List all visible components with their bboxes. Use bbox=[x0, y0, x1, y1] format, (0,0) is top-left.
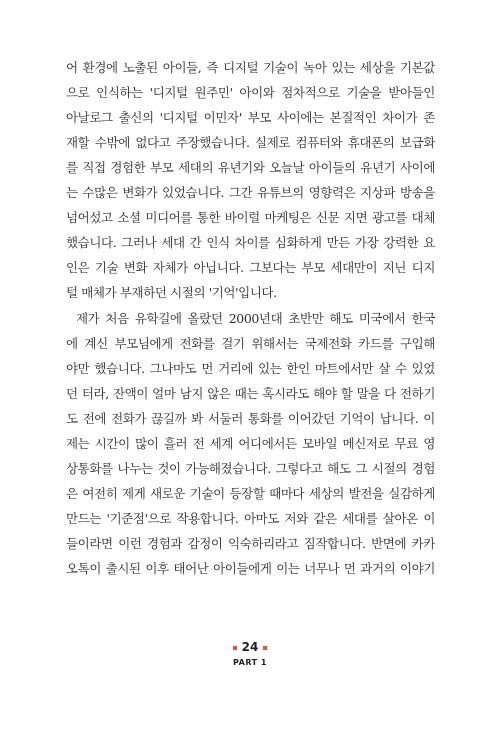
text-line: 은 여전히 제게 새로운 기술이 등장할 때마다 세상의 발전을 실감하게 bbox=[66, 486, 435, 501]
text-line: 아날로그 출신의 '디지털 이민자' 부모 사이에는 본질적인 차이가 존 bbox=[66, 110, 435, 125]
text-line: 에 계신 부모님에게 전화를 걸기 위해서는 국제전화 카드를 구입해 bbox=[66, 336, 435, 351]
right-dot-icon bbox=[263, 646, 267, 650]
text-line: 들이라면 이런 경험과 감정이 익숙하리라고 짐작합니다. 반면에 카카 bbox=[66, 536, 435, 551]
page-number-text: 24 bbox=[241, 640, 259, 654]
text-line: 만드는 '기준점'으로 작용합니다. 아마도 저와 같은 세대를 살아온 이 bbox=[66, 511, 435, 526]
text-line: 도 전에 전화가 끊길까 봐 서둘러 통화를 이어갔던 기억이 납니다. 이 bbox=[66, 411, 435, 426]
text-line: 던 터라, 잔액이 얼마 남지 않은 때는 혹시라도 해야 할 말을 다 전하기 bbox=[66, 386, 435, 401]
paragraph-first-line: 제가 처음 유학길에 올랐던 2000년대 초반만 해도 미국에서 한국 bbox=[76, 311, 435, 326]
text-line: 했습니다. 그러나 세대 간 인식 차이를 심화하게 만든 가장 강력한 요 bbox=[66, 235, 435, 250]
text-line: 를 직접 경험한 부모 세대의 유년기와 오늘날 아이들의 유년기 사이에 bbox=[66, 160, 435, 175]
text-line: 야만 했습니다. 그나마도 먼 거리에 있는 한인 마트에서만 살 수 있었 bbox=[66, 361, 435, 376]
text-line: 털 매체가 부재하던 시절의 '기억'입니다. bbox=[66, 285, 277, 300]
left-dot-icon bbox=[233, 646, 237, 650]
text-line: 재할 수밖에 없다고 주장했습니다. 실제로 컴퓨터와 휴대폰의 보급화 bbox=[66, 135, 435, 150]
text-line: 으로 인식하는 '디지털 원주민' 아이와 점차적으로 기술을 받아들인 bbox=[66, 85, 435, 100]
text-line: 제는 시간이 많이 흘러 전 세계 어디에서든 모바일 메신저로 무료 영 bbox=[66, 436, 435, 451]
part-label: PART 1 bbox=[233, 658, 267, 667]
text-line: 어 환경에 노출된 아이들, 즉 디지털 기술이 녹아 있는 세상을 기본값 bbox=[66, 60, 435, 75]
text-line: 오톡이 출시된 이후 태어난 아이들에게 이는 너무나 먼 과거의 이야기 bbox=[66, 561, 435, 576]
text-line: 는 수많은 변화가 있었습니다. 그간 유튜브의 영향력은 지상파 방송을 bbox=[66, 185, 435, 200]
text-line: 넘어섰고 소셜 미디어를 통한 바이럴 마케팅은 신문 지면 광고를 대체 bbox=[66, 210, 435, 225]
page-number bbox=[0, 639, 500, 655]
text-line: 인은 기술 변화 자체가 아닙니다. 그보다는 부모 세대만이 지닌 디지 bbox=[66, 260, 435, 275]
text-line: 상통화를 나누는 것이 가능해졌습니다. 그렇다고 해도 그 시절의 경험 bbox=[66, 461, 435, 476]
